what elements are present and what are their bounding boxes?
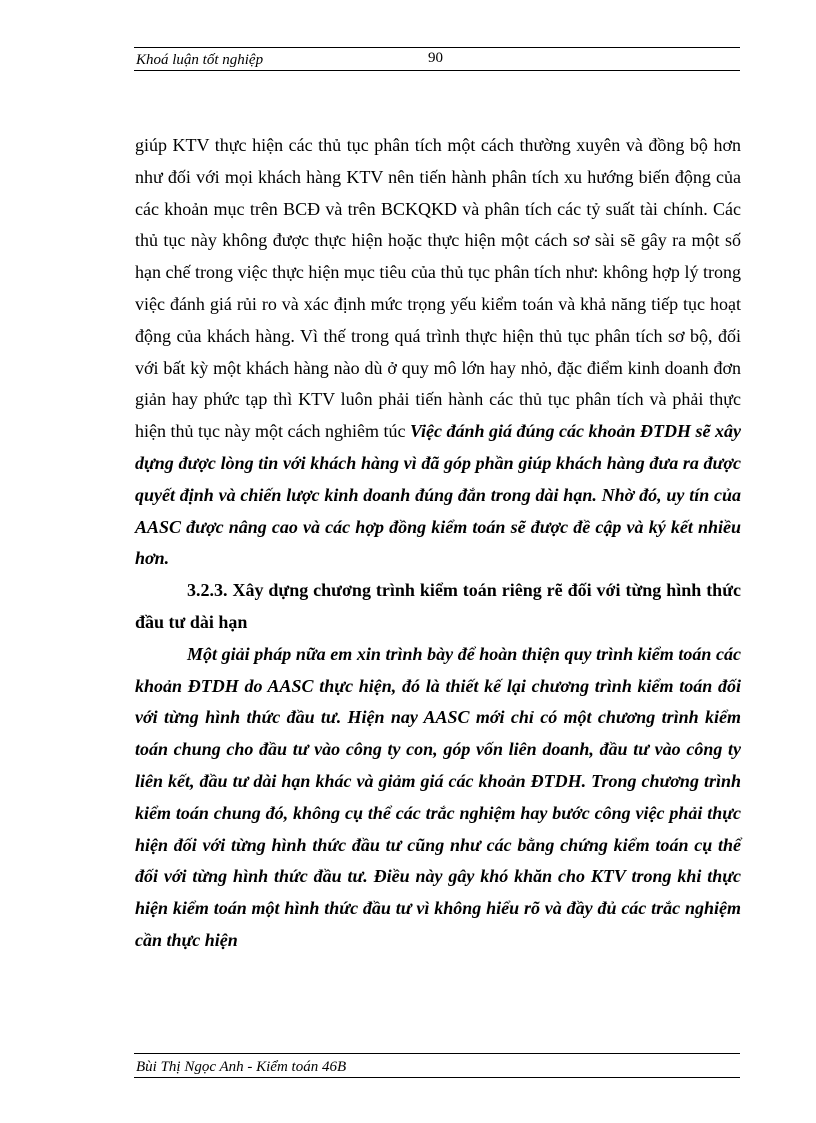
page-body	[135, 130, 741, 957]
page-number: 90	[428, 50, 443, 66]
footer-author: Bùi Thị Ngọc Anh - Kiểm toán 46B	[136, 1059, 347, 1075]
intro-text: giúp KTV thực hiện các thủ tục phân tích một cách thường xuyên và đồng bộ hơn như đối với mọi khách hàng KTV nên tiến hành phân tích xu hướng biến động của các khoản mục trên BCĐ và trên BCKQKD và phân tích các tỷ suất tài chính. Các thủ tục này không được thực hiện hoặc thực hiện một cách sơ sài sẽ gây ra một số hạn chế trong việc thực hiện mục tiêu của thủ tục phân tích như: không hợp lý trong việc đánh giá rủi ro và xác định mức trọng yếu kiểm toán và khả năng tiếp tục hoạt động của khách hàng. Vì thế trong quá trình thực hiện thủ tục phân tích sơ bộ, đối với bất kỳ một khách hàng nào dù ở quy mô lớn hay nhỏ, đặc điểm kinh doanh đơn giản hay phức tạp thì KTV luôn phải tiến hành các thủ tục phân tích và phải thực hiện thủ tục này một cách nghiêm túc	[135, 135, 741, 442]
footer-rule-top	[134, 1053, 740, 1054]
intro-emphasis: Việc đánh giá đúng các khoản ĐTDH sẽ xây dựng được lòng tin với khách hàng vì đã góp phần giúp khách hàng đưa ra được quyết định và chiến lược kinh doanh đúng đắn trong dài hạn. Nhờ đó, uy tín của AASC được nâng cao và các hợp đồng kiểm toán sẽ được đề cập và ký kết nhiều hơn.	[135, 421, 742, 569]
header-rule-bottom	[134, 70, 740, 71]
footer-rule-bottom	[134, 1077, 740, 1078]
intro-paragraph	[135, 130, 741, 575]
header-rule-top	[134, 47, 740, 48]
document-title: Khoá luận tốt nghiệp	[136, 52, 264, 68]
proposal-paragraph: Một giải pháp nữa em xin trình bày để hoàn thiện quy trình kiểm toán các khoản ĐTDH do AASC thực hiện, đó là thiết kế lại chương trình kiểm toán đối với từng hình thức đầu tư. Hiện nay AASC mới chỉ có một chương trình kiểm toán chung cho đầu tư vào công ty con, góp vốn liên doanh, đầu tư vào công ty liên kết, đầu tư dài hạn khác và giảm giá các khoản ĐTDH. Trong chương trình kiểm toán chung đó, không cụ thể các trắc nghiệm hay bước công việc phải thực hiện đối với từng hình thức đầu tư cũng như các bằng chứng kiểm toán cụ thể đối với từng hình thức đầu tư. Điều này gây khó khăn cho KTV trong khi thực hiện kiểm toán một hình thức đầu tư vì không hiểu rõ và đầy đủ các trắc nghiệm cần thực hiện	[135, 643, 741, 950]
section-heading: 3.2.3. Xây dựng chương trình kiểm toán riêng rẽ đối với từng hình thức đầu tư dài hạn	[135, 580, 741, 632]
